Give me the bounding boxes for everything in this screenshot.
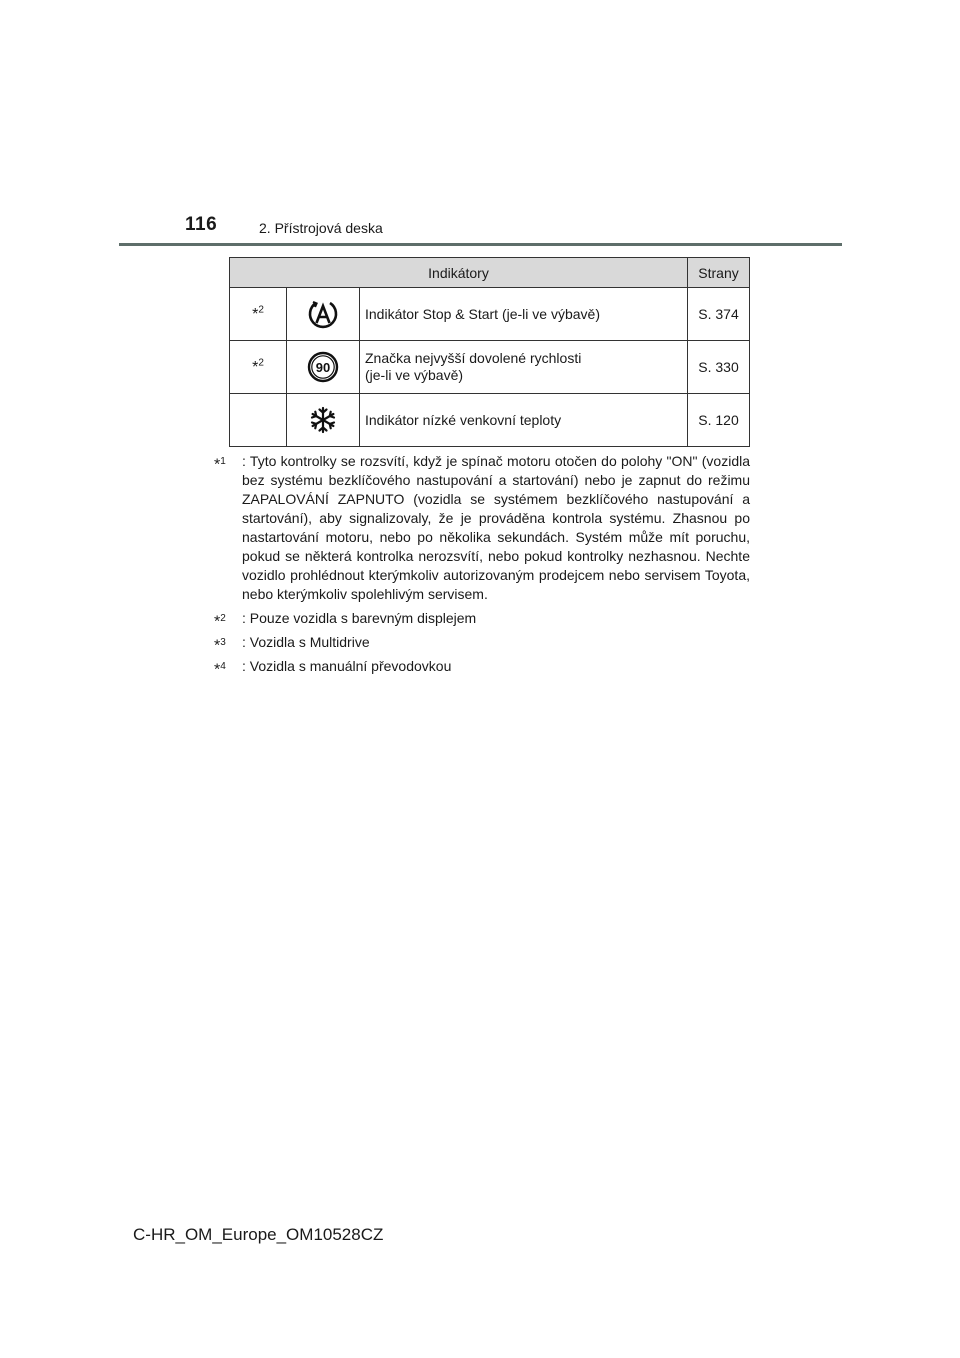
footnote-label: *$^4$: [214, 661, 226, 679]
row-description-line1: Značka nejvyšší dovolené rychlosti: [365, 350, 582, 366]
footnote-item: [214, 452, 750, 604]
row-page: S. 330: [688, 341, 750, 394]
footnote-text: : Vozidla s Multidrive: [242, 634, 370, 650]
footnote-text: : Pouze vozidla s barevným displejem: [242, 610, 477, 626]
footnote-item: [214, 657, 750, 679]
row-description: [360, 341, 688, 394]
footnote-item: [214, 633, 750, 655]
table-row: [230, 341, 750, 394]
page-number: 116: [185, 214, 218, 235]
section-title: 2. Přístrojová deska: [259, 220, 383, 236]
svg-text:90: 90: [315, 360, 331, 375]
row-footnote-mark: [230, 288, 287, 341]
table-header-row: [230, 258, 750, 288]
footnote-label: *$^1$: [214, 456, 226, 474]
footnote-label: *$^3$: [214, 637, 226, 655]
star-sup: 2: [258, 357, 264, 369]
stop-start-a-icon: [287, 288, 360, 341]
star-mark: *: [252, 358, 259, 376]
row-description-line2: (je-li ve výbavě): [365, 367, 464, 383]
snowflake-icon: [287, 394, 360, 447]
star-sup: 2: [258, 304, 264, 316]
header-divider: [119, 243, 842, 246]
indicator-table: [229, 257, 750, 447]
table-row: [230, 394, 750, 447]
table-row: [230, 288, 750, 341]
footnote-text: : Vozidla s manuální převodovkou: [242, 658, 452, 674]
document-footer-id: C-HR_OM_Europe_OM10528CZ: [133, 1225, 384, 1244]
footnote-label: *$^2$: [214, 613, 226, 631]
star-mark: *: [252, 305, 259, 323]
row-footnote-mark: [230, 394, 287, 447]
speed-limit-90-icon: [287, 341, 360, 394]
header-indicators: Indikátory: [230, 258, 688, 288]
footnote-item: [214, 609, 750, 631]
row-page: S. 120: [688, 394, 750, 447]
row-page: S. 374: [688, 288, 750, 341]
row-description: Indikátor nízké venkovní teploty: [360, 394, 688, 447]
row-description: Indikátor Stop & Start (je-li ve výbavě): [360, 288, 688, 341]
footnote-text: : Tyto kontrolky se rozsvítí, když je spínač motoru otočen do polohy "ON" (vozidla bez systému bezklíčového nastupování a startování) nebo je zapnut do režimu ZAPALOVÁNÍ ZAPNUTO (vozidla se systémem bezklíčového nastupování a startování), aby signalizovaly, že je prováděna kontrola systému. Zhasnou po nastartování motoru, nebo po několika sekundách. Systém může mít poruchu, pokud se některá kontrolka nerozsvítí, nebo pokud kontrolky nezhasnou. Nechte vozidlo prohlédnout kterýmkoliv autorizovaným prodejcem nebo servisem Toyota, nebo kterýmkoliv spolehlivým servisem.: [242, 453, 750, 602]
row-footnote-mark: [230, 341, 287, 394]
footnotes: [214, 452, 750, 681]
header-pages: Strany: [688, 258, 750, 288]
